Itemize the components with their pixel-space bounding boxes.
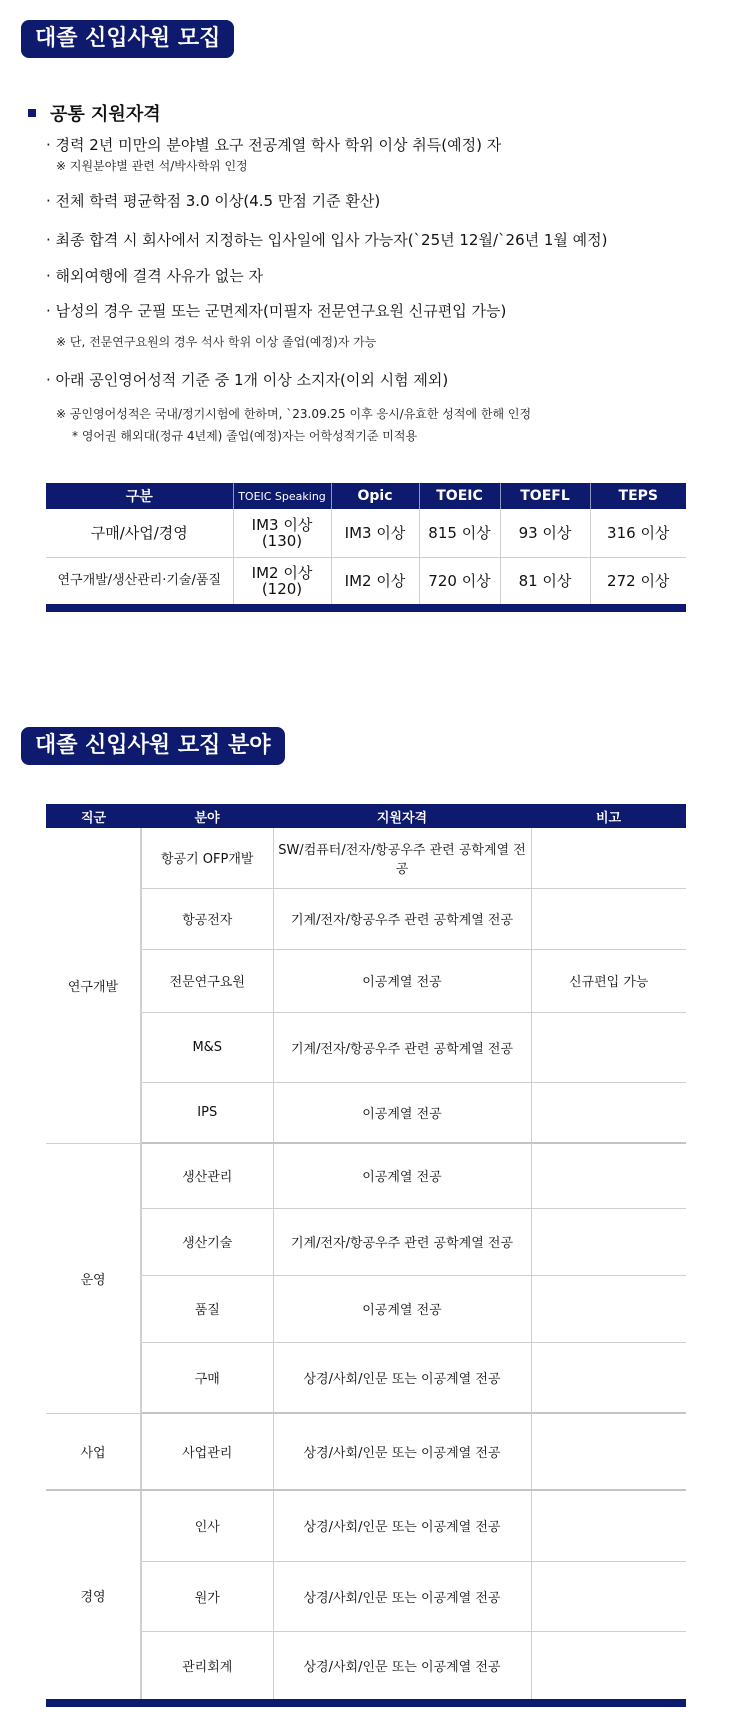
job-group-management: 경영: [46, 1490, 141, 1703]
table-row: [46, 888, 686, 949]
qualification-cell: 기계/전자/항공우주 관련 공학계열 전공: [273, 888, 531, 949]
table-row: [46, 1631, 686, 1703]
remarks-cell: [531, 1490, 686, 1561]
job-group-operations: 운영: [46, 1143, 141, 1413]
field-cell: 원가: [141, 1561, 273, 1631]
requirement-note: * 영어권 해외대(정규 4년제) 졸업(예정)자는 어학성적기준 미적용: [72, 429, 418, 443]
requirement-item: · 최종 합격 시 회사에서 지정하는 입사일에 입사 가능자(`25년 12월/`26년 1월 예정): [46, 231, 608, 249]
field-cell: IPS: [141, 1082, 273, 1143]
fields-table-header: [46, 804, 686, 828]
field-cell: 품질: [141, 1275, 273, 1342]
recruitment-fields-table: [46, 804, 686, 1707]
remarks-cell: 신규편입 가능: [531, 949, 686, 1012]
score-header-category: 구분: [46, 483, 233, 509]
remarks-cell: [531, 1413, 686, 1490]
table-row: [46, 1561, 686, 1631]
square-bullet-icon: [28, 109, 36, 117]
requirement-note: ※ 단, 전문연구요원의 경우 석사 학위 이상 졸업(예정)자 가능: [56, 335, 377, 349]
header-qualification: 지원자격: [273, 804, 531, 828]
qualification-cell: 상경/사회/인문 또는 이공계열 전공: [273, 1561, 531, 1631]
teps-cell: 272 이상: [607, 572, 670, 590]
qualification-cell: 상경/사회/인문 또는 이공계열 전공: [273, 1631, 531, 1703]
qualification-cell: 기계/전자/항공우주 관련 공학계열 전공: [273, 1208, 531, 1275]
table-row: [46, 1413, 686, 1490]
qualification-cell: 기계/전자/항공우주 관련 공학계열 전공: [273, 1012, 531, 1082]
requirement-item: · 아래 공인영어성적 기준 중 1개 이상 소지자(이외 시험 제외): [46, 371, 449, 389]
remarks-cell: [531, 1275, 686, 1342]
score-table-header: [46, 483, 686, 509]
qualification-cell: 이공계열 전공: [273, 1082, 531, 1143]
header-field: 분야: [141, 804, 273, 828]
toeic-cell: 720 이상: [419, 558, 500, 609]
table-row: [46, 558, 686, 609]
table-row: [46, 1208, 686, 1275]
toeic-speaking-cell: IM2 이상 (120): [233, 558, 331, 609]
qualification-cell: 이공계열 전공: [273, 949, 531, 1012]
qualification-cell: 상경/사회/인문 또는 이공계열 전공: [273, 1413, 531, 1490]
table-row: [46, 1275, 686, 1342]
field-cell: 구매: [141, 1342, 273, 1413]
requirement-note: ※ 공인영어성적은 국내/정기시험에 한하며, `23.09.25 이후 응시/유효한 성적에 한해 인정: [56, 407, 532, 421]
field-cell: 생산기술: [141, 1208, 273, 1275]
remarks-cell: [531, 1631, 686, 1703]
field-cell: 항공전자: [141, 888, 273, 949]
common-requirements-heading: [28, 100, 161, 126]
qualification-cell: 상경/사회/인문 또는 이공계열 전공: [273, 1490, 531, 1561]
opic-cell: IM2 이상: [331, 558, 419, 609]
remarks-cell: [531, 1561, 686, 1631]
score-category: 연구개발/생산관리·기술/품질: [46, 558, 233, 609]
field-cell: 인사: [141, 1490, 273, 1561]
job-group-business: 사업: [46, 1413, 141, 1490]
field-cell: M&S: [141, 1012, 273, 1082]
remarks-cell: [531, 888, 686, 949]
requirement-item: · 경력 2년 미만의 분야별 요구 전공계열 학사 학위 이상 취득(예정) 자: [46, 136, 502, 154]
field-cell: 관리회계: [141, 1631, 273, 1703]
remarks-cell: [531, 1082, 686, 1143]
toeic-speaking-cell: IM3 이상 (130): [233, 509, 331, 558]
requirement-note: ※ 지원분야별 관련 석/박사학위 인정: [56, 159, 248, 173]
opic-cell: IM3 이상: [331, 509, 419, 558]
remarks-cell: [531, 1208, 686, 1275]
table-row: [46, 1082, 686, 1143]
field-cell: 항공기 OFP개발: [141, 828, 273, 888]
qualification-cell: 이공계열 전공: [273, 1143, 531, 1208]
table-row: [46, 509, 686, 558]
remarks-cell: [531, 1012, 686, 1082]
score-header-toeic: TOEIC: [419, 483, 500, 509]
table-row: [46, 1012, 686, 1082]
table-row: [46, 828, 686, 888]
header-remarks: 비고: [531, 804, 686, 828]
toefl-cell: 81 이상: [500, 558, 590, 609]
requirement-item: · 남성의 경우 군필 또는 군면제자(미필자 전문연구요원 신규편입 가능): [46, 302, 507, 320]
qualification-cell: 상경/사회/인문 또는 이공계열 전공: [273, 1342, 531, 1413]
score-header-toefl: TOEFL: [500, 483, 590, 509]
teps-cell: 316 이상: [590, 509, 686, 558]
requirement-item: · 전체 학력 평균학점 3.0 이상(4.5 만점 기준 환산): [46, 192, 381, 210]
remarks-cell: [531, 1342, 686, 1413]
qualification-cell: SW/컴퓨터/전자/항공우주 관련 공학계열 전공: [273, 828, 531, 888]
common-requirements-label: 공통 지원자격: [50, 104, 161, 125]
score-header-toeic-speaking: TOEIC Speaking: [233, 483, 331, 509]
remarks-cell: [531, 828, 686, 888]
score-header-opic: Opic: [331, 483, 419, 509]
qualification-cell: 이공계열 전공: [273, 1275, 531, 1342]
score-category: 구매/사업/경영: [46, 509, 233, 558]
job-group-rnd: 연구개발: [46, 828, 141, 1143]
field-cell: 전문연구요원: [141, 949, 273, 1012]
toeic-cell: 815 이상: [419, 509, 500, 558]
english-score-table: [46, 483, 686, 612]
section-title-requirements: 대졸 신입사원 모집: [21, 20, 234, 58]
table-row: [46, 1490, 686, 1561]
field-cell: 사업관리: [141, 1413, 273, 1490]
requirement-item: · 해외여행에 결격 사유가 없는 자: [46, 267, 263, 285]
field-cell: 생산관리: [141, 1143, 273, 1208]
remarks-cell: [531, 1143, 686, 1208]
table-row: [46, 949, 686, 1012]
toefl-cell: 93 이상: [500, 509, 590, 558]
header-job-group: 직군: [46, 804, 141, 828]
table-row: [46, 1342, 686, 1413]
score-header-teps: TEPS: [590, 483, 686, 509]
section-title-fields: 대졸 신입사원 모집 분야: [21, 727, 285, 765]
table-row: [46, 1143, 686, 1208]
